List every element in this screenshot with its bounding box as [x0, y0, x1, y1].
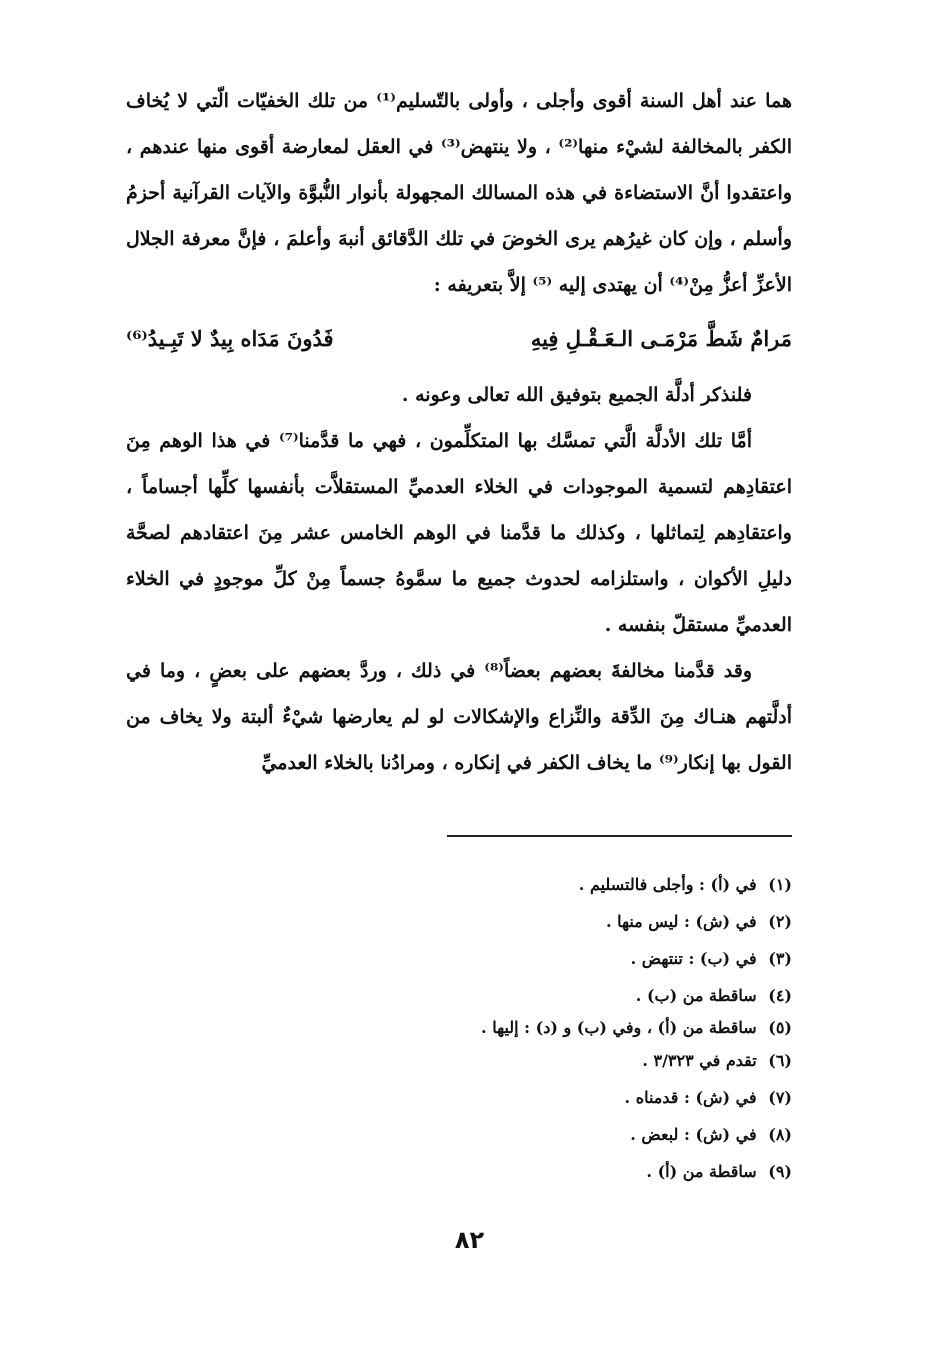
footnote-text: في (ب) : تنتهض . — [630, 949, 757, 968]
paragraph-4: وقد قدَّمنا مخالفةَ بعضهم بعضاً⁽⁸⁾ في ذلك ، وردَّ بعضهم على بعضٍ ، وما في أدلَّتهم هنـاك مِنَ الدِّقة والنِّزاع والإشكالات لو لم يعارضها شيْءٌ ألبتة ولا يخاف من القول بها إنكار⁽⁹⁾ ما يخاف الكفر في إنكاره ، ومرادُنا بالخلاء العدميِّ — [126, 660, 792, 774]
footnote-item — [332, 977, 792, 1014]
footnote-item — [332, 1079, 792, 1116]
footnote-item — [332, 1153, 792, 1190]
main-text — [126, 78, 792, 786]
footnote-item — [332, 1042, 792, 1079]
footnote-number: (٦) — [768, 1051, 792, 1070]
footnote-item — [332, 1116, 792, 1153]
paragraph-3: أمَّا تلك الأدلَّة الَّتي تمسَّك بها المتكلِّمون ، فهي ما قدَّمنا⁽⁷⁾ في هذا الوهم مِنَ اعتقادِهم لتسمية الموجودات في الخلاء العدميِّ المستقلاَّت بأنفسها كلِّها أجساماً ، واعتقادِهم لِتماثلها ، وكذلك ما قدَّمنا في الوهم الخامس عشر مِنَ اعتقادهم لصحَّة دليلِ الأكوان ، واستلزامه لحدوث جميع ما سمَّوهُ جسماً مِنْ كلِّ موجودٍ في الخلاء العدميِّ مستقلّ بنفسه . — [126, 430, 792, 636]
footnote-text: ساقطة من (أ) ، وفي (ب) و (د) : إليها . — [481, 1018, 757, 1037]
footnote-number: (٢) — [768, 912, 792, 931]
footnote-item — [332, 866, 792, 903]
footnote-separator — [447, 835, 792, 837]
footnote-item — [332, 940, 792, 977]
paragraph-2: فلنذكر أدلَّة الجميع بتوفيق الله تعالى وعونه . — [401, 384, 752, 406]
footnote-number: (١) — [768, 875, 792, 894]
footnote-text: في (ش) : ليس منها . — [605, 912, 757, 931]
footnote-text: في (ش) : قدمناه . — [624, 1088, 757, 1107]
footnote-text: تقدم في ٣/٣٢٣ . — [642, 1051, 757, 1070]
footnote-text: في (أ) : وأجلى فالتسليم . — [578, 875, 757, 894]
footnote-text: في (ش) : لبعض . — [630, 1125, 757, 1144]
footnote-number: (٧) — [768, 1088, 792, 1107]
paragraph-1: هما عند أهل السنة أقوى وأجلى ، وأولى بالتّسليم⁽¹⁾ من تلك الخفيّات الّتي لا يُخاف الكفر بالمخالفة لشيْء منها⁽²⁾ ، ولا ينتهض⁽³⁾ في العقل لمعارضة أقوى منها عندهم ، واعتقدوا أنَّ الاستضاءة في هذه المسالك المجهولة بأنوار النُّبوَّة والآيات القرآنية أحزمُ وأسلم ، وإن كان غيرُهم يرى الخوضَ في تلك الدَّقائق أنبهَ وأعلمَ ، فإنَّ معرفة الجلال الأعزِّ أعزُّ مِنْ⁽⁴⁾ أن يهتدى إليه ⁽⁵⁾ إلاَّ بتعريفه : — [126, 90, 792, 296]
footnote-item — [332, 1014, 792, 1042]
footnote-number: (٥) — [768, 1018, 792, 1037]
page-number: ٨٢ — [454, 1226, 485, 1254]
footnote-item — [332, 903, 792, 940]
footnote-text: ساقطة من (ب) . — [635, 986, 757, 1005]
footnote-number: (٣) — [768, 949, 792, 968]
footnote-number: (٨) — [768, 1125, 792, 1144]
footnote-number: (٩) — [768, 1162, 792, 1181]
verse-first-hemistich: مَرامٌ شَطَّ مَرْمَـى الـعَـقْـلِ فِيهِ — [530, 326, 792, 351]
footnote-number: (٤) — [768, 986, 792, 1005]
poetry-verse — [126, 316, 792, 372]
footnote-text: ساقطة من (أ) . — [646, 1162, 757, 1181]
footnotes-list — [332, 866, 792, 1190]
verse-second-hemistich: فَدُونَ مَدَاه بِيدٌ لا تَبِـيدُ⁽⁶⁾ — [126, 326, 334, 351]
